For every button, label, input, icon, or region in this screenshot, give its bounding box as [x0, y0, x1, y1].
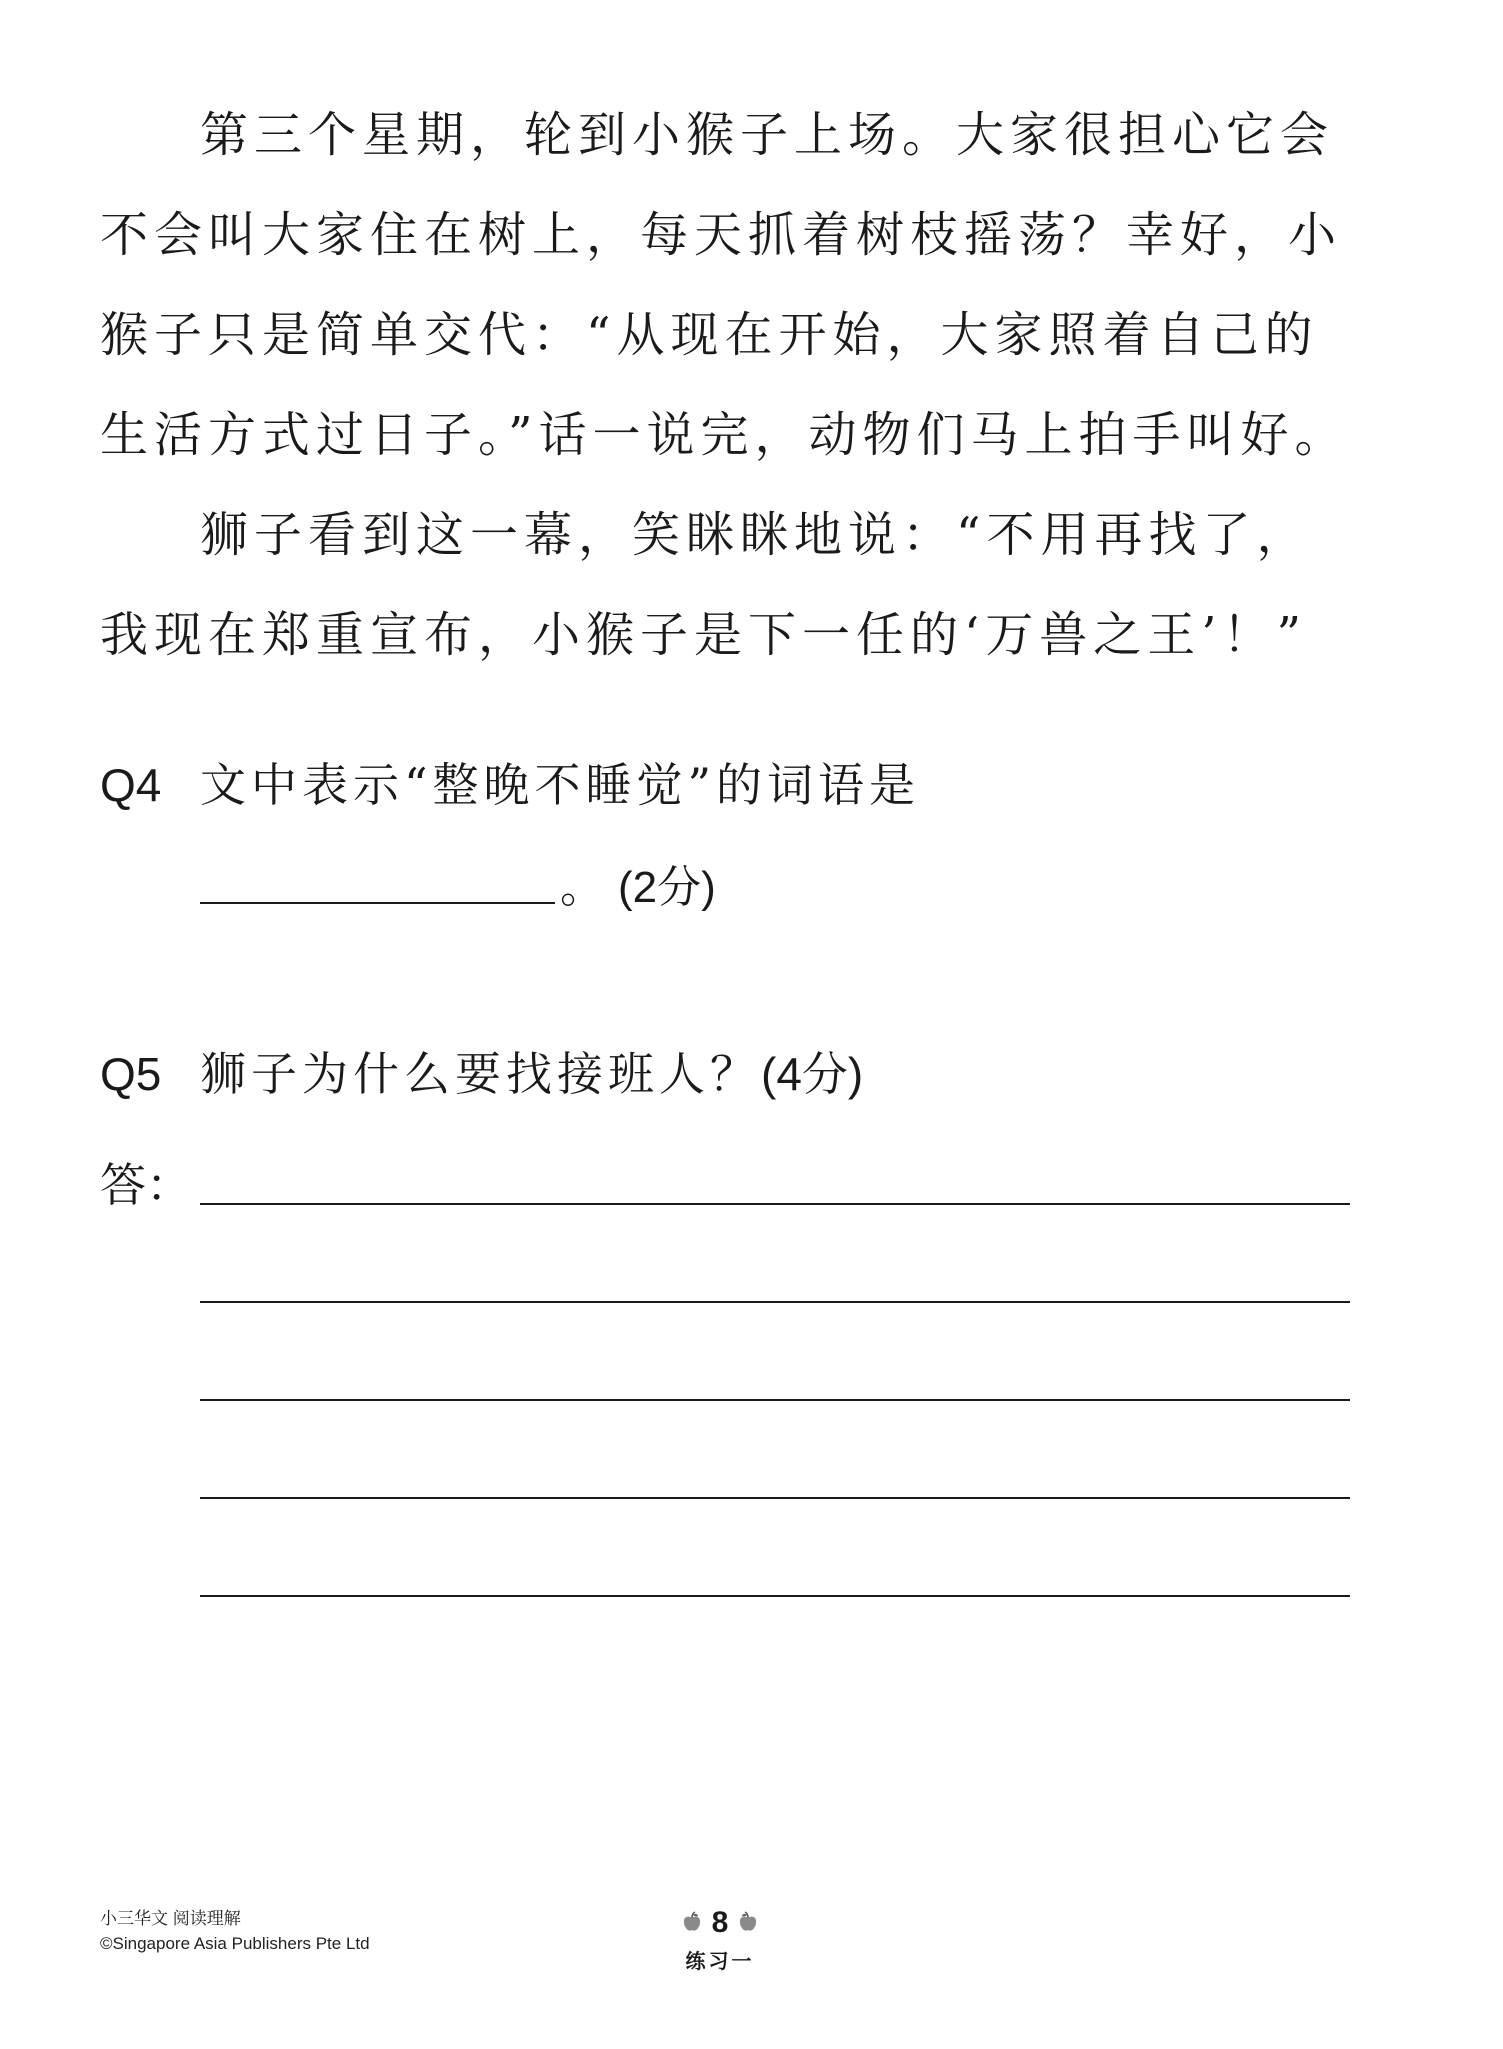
answer-line[interactable] [200, 1399, 1350, 1401]
answer-line[interactable] [200, 1497, 1350, 1499]
exercise-label: 练习一 [685, 1951, 755, 1973]
q4-period: 。 [560, 862, 604, 913]
book-title: 小三华文 阅读理解 [100, 1909, 241, 1928]
footer-center [660, 1905, 780, 1974]
q5-answer-label: 答： [100, 1158, 192, 1212]
apple-icon [736, 1911, 760, 1935]
page-number: 8 [711, 1906, 729, 1939]
q5-text: 狮子为什么要找接班人？ [200, 1047, 761, 1101]
page-number-row [660, 1905, 780, 1941]
q4-answer-blank[interactable] [200, 902, 555, 904]
passage-paragraph: 狮子看到这一幕，笑眯眯地说：“不用再找了，我现在郑重宣布，小猴子是下一任的‘万兽之王’！” [100, 507, 1311, 663]
answer-line[interactable] [200, 1301, 1350, 1303]
q4-blank-suffix [560, 858, 716, 918]
passage [100, 85, 1350, 685]
q5-marks: (4分) [761, 1048, 864, 1100]
answer-line[interactable] [200, 1595, 1350, 1597]
q4-label: Q4 [100, 759, 162, 811]
q5-label: Q5 [100, 1048, 162, 1100]
footer-left [100, 1906, 370, 1956]
passage-paragraph: 第三个星期，轮到小猴子上场。大家很担心它会不会叫大家住在树上，每天抓着树枝摇荡？幸好，小猴子只是简单交代：“从现在开始，大家照着自己的生活方式过日子。”话一说完，动物们马上拍手叫好。 [100, 107, 1349, 463]
answer-line[interactable] [200, 1203, 1350, 1205]
q4-marks: (2分) [618, 863, 716, 912]
apple-icon [680, 1911, 704, 1935]
q5-question [200, 1044, 863, 1104]
q4-text: 文中表示“整晚不睡觉”的词语是 [200, 758, 921, 812]
copyright: ©Singapore Asia Publishers Pte Ltd [100, 1934, 370, 1953]
